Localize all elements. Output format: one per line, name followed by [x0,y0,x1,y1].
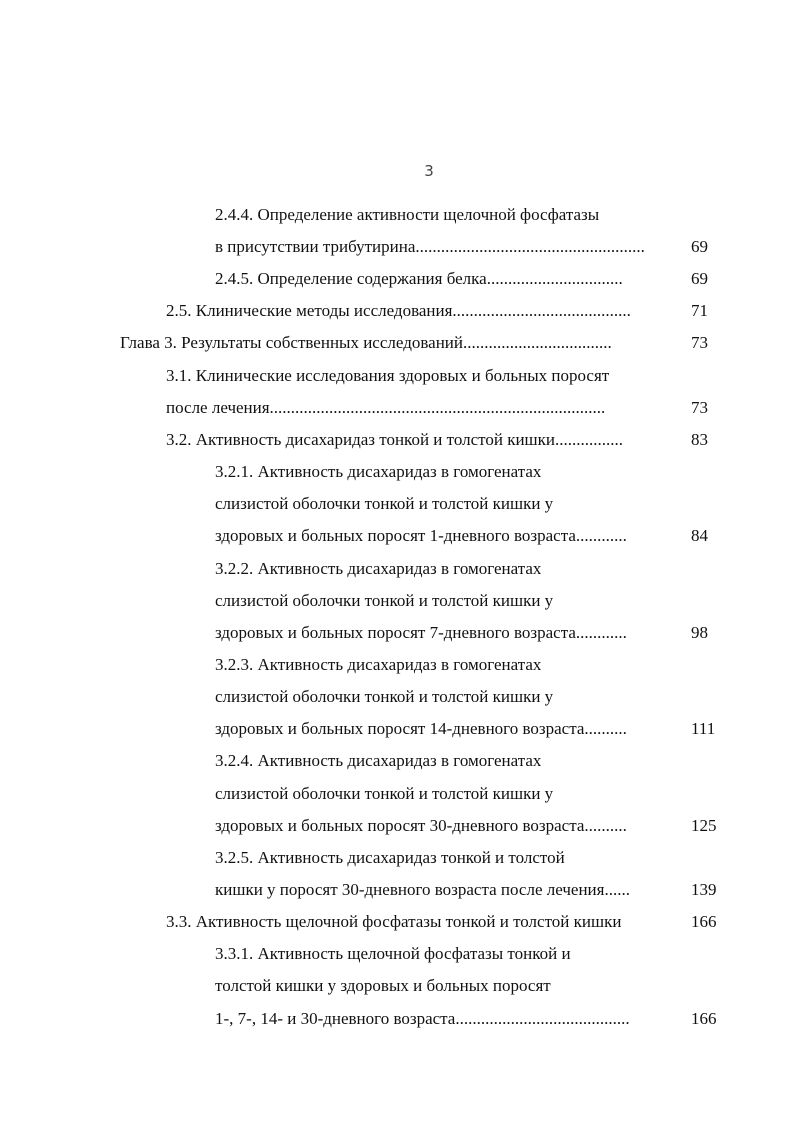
toc-page-3-3: 166 [691,912,717,931]
toc-entry-3-2-2-line1: 3.2.2. Активность дисахаридаз в гомогенатах [215,559,542,578]
toc-entry-3-2-4-line2: слизистой оболочки тонкой и толстой кишки у [215,784,554,803]
toc-entry-3-2-5-line2: кишки у поросят 30-дневного возраста после лечения...... [215,880,630,899]
toc-entry-3-2-2-line2: слизистой оболочки тонкой и толстой кишки у [215,591,554,610]
toc-entry-3-2-4-line1: 3.2.4. Активность дисахаридаз в гомогенатах [215,751,542,770]
toc-entry-3-2: 3.2. Активность дисахаридаз тонкой и толстой кишки................ [166,430,623,449]
toc-entry-3-2-3-line3: здоровых и больных поросят 14-дневного возраста.......... [215,719,627,738]
toc-page-3-2-2: 98 [691,623,708,642]
toc-page-2-4-4: 69 [691,237,708,256]
toc-entry-2-4-4-line1: 2.4.4. Определение активности щелочной фосфатазы [215,205,600,224]
toc-entry-3-3-1-line3: 1-, 7-, 14- и 30-дневного возраста......................................... [215,1009,630,1028]
toc-entry-3-2-1-line3: здоровых и больных поросят 1-дневного возраста............ [215,526,627,545]
toc-entry-3-2-3-line1: 3.2.3. Активность дисахаридаз в гомогенатах [215,655,542,674]
toc-entry-3-2-5-line1: 3.2.5. Активность дисахаридаз тонкой и толстой [215,848,565,867]
toc-page-3-3-1: 166 [691,1009,717,1028]
page-number: 3 [424,162,434,180]
toc-entry-2-4-4-line2: в присутствии трибутирина...................................................... [215,237,645,256]
toc-page-3-2-3: 111 [691,719,716,738]
toc-entry-3-3-1-line2: толстой кишки у здоровых и больных поросят [215,976,551,995]
toc-entry-2-5: 2.5. Клинические методы исследования.......................................... [166,301,631,320]
toc-page-2-5: 71 [691,301,708,320]
toc-entry-3-3: 3.3. Активность щелочной фосфатазы тонкой и толстой кишки [166,912,622,931]
toc-entry-chapter-3: Глава 3. Результаты собственных исследований................................... [120,333,612,352]
toc-page-3-2-5: 139 [691,880,717,899]
toc-page-chapter-3: 73 [691,333,708,352]
toc-entry-3-1-line2: после лечения............................................................................... [166,398,606,417]
toc-page-3-2-4: 125 [691,816,717,835]
toc-page-3-2-1: 84 [691,526,708,545]
toc-entry-3-2-3-line2: слизистой оболочки тонкой и толстой кишки у [215,687,554,706]
toc-page-3-1: 73 [691,398,708,417]
toc-entry-3-2-1-line1: 3.2.1. Активность дисахаридаз в гомогенатах [215,462,542,481]
toc-entry-3-2-1-line2: слизистой оболочки тонкой и толстой кишки у [215,494,554,513]
toc-page-2-4-5: 69 [691,269,708,288]
toc-entry-3-2-2-line3: здоровых и больных поросят 7-дневного возраста............ [215,623,627,642]
toc-page-3-2: 83 [691,430,708,449]
toc-entry-2-4-5: 2.4.5. Определение содержания белка................................ [215,269,623,288]
toc-entry-3-3-1-line1: 3.3.1. Активность щелочной фосфатазы тонкой и [215,944,571,963]
toc-entry-3-2-4-line3: здоровых и больных поросят 30-дневного возраста.......... [215,816,627,835]
toc-entry-3-1-line1: 3.1. Клинические исследования здоровых и больных поросят [166,366,610,385]
